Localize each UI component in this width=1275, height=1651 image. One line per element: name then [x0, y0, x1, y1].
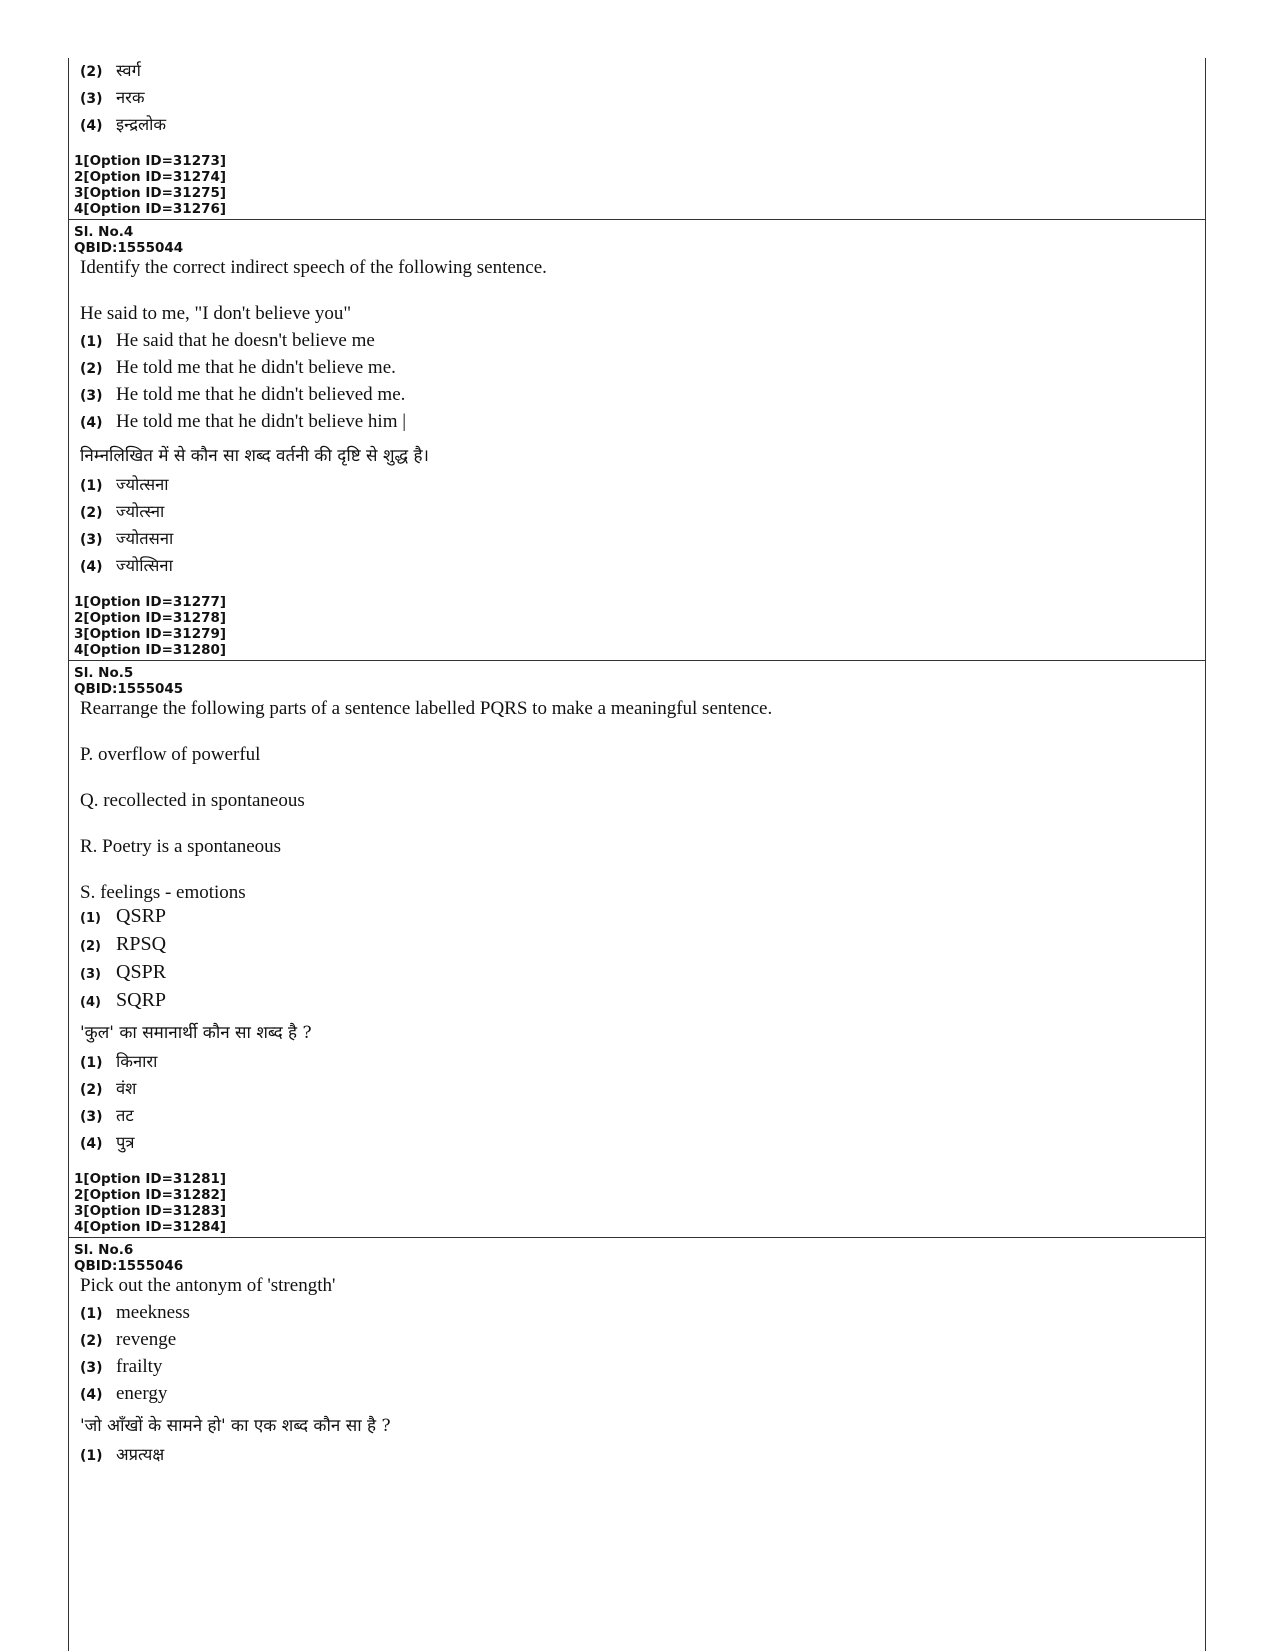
option-item	[80, 472, 1205, 499]
question-block-6	[69, 1238, 1205, 1471]
question-sentence: He said to me, "I don't believe you"	[80, 303, 352, 324]
option-text: पुत्र	[116, 1133, 135, 1152]
option-number: (1)	[80, 1448, 103, 1464]
option-id: 1[Option ID=31281]	[74, 1171, 227, 1187]
option-item	[80, 1130, 1205, 1157]
option-item	[80, 989, 1205, 1017]
hindi-question-text: 'जो आँखों के सामने हो' का एक शब्द कौन सा है ?	[80, 1416, 391, 1436]
option-number: (3)	[80, 532, 103, 548]
hindi-question-text: निम्नलिखित में से कौन सा शब्द वर्तनी की दृष्टि से शुद्ध है।	[80, 446, 429, 466]
option-number: (3)	[80, 1109, 103, 1125]
option-text: तट	[116, 1106, 134, 1125]
option-text: energy	[116, 1383, 168, 1404]
option-text: He told me that he didn't believe him |	[116, 411, 407, 432]
option-number: (4)	[80, 1136, 103, 1152]
option-item	[80, 1356, 1205, 1383]
question-text: Rearrange the following parts of a sentence labelled PQRS to make a meaningful sentence.	[80, 698, 773, 719]
option-number: (2)	[80, 1333, 103, 1349]
option-number: (4)	[80, 118, 103, 134]
option-item	[80, 1329, 1205, 1356]
option-id: 4[Option ID=31280]	[74, 642, 227, 658]
option-id: 4[Option ID=31284]	[74, 1219, 227, 1235]
option-text: किनारा	[116, 1052, 158, 1071]
option-text: ज्योतसना	[116, 529, 174, 548]
option-text: revenge	[116, 1329, 177, 1350]
option-item	[80, 411, 1205, 438]
option-id: 1[Option ID=31277]	[74, 594, 227, 610]
option-text: He told me that he didn't believe me.	[116, 357, 396, 378]
option-item	[80, 961, 1205, 989]
option-item	[80, 58, 1205, 85]
option-item	[80, 905, 1205, 933]
option-text: SQRP	[116, 989, 167, 1011]
option-number: (1)	[80, 911, 101, 926]
question-paper	[68, 58, 1206, 1651]
question-block-5	[69, 661, 1205, 1238]
option-item	[80, 85, 1205, 112]
option-number: (2)	[80, 939, 101, 954]
option-text: वंश	[116, 1079, 137, 1098]
option-number: (3)	[80, 1360, 103, 1376]
option-number: (4)	[80, 415, 103, 431]
option-text: QSRP	[116, 905, 167, 927]
option-number: (3)	[80, 967, 101, 982]
option-item	[80, 330, 1205, 357]
option-text: अप्रत्यक्ष	[116, 1445, 165, 1464]
option-item	[80, 1049, 1205, 1076]
option-id-list	[74, 153, 1205, 217]
option-text: ज्योत्स्ना	[116, 502, 165, 521]
option-text: QSPR	[116, 961, 167, 983]
option-number: (4)	[80, 995, 101, 1010]
option-item	[80, 526, 1205, 553]
option-number: (3)	[80, 91, 103, 107]
option-text: RPSQ	[116, 933, 167, 955]
option-text: frailty	[116, 1356, 163, 1377]
option-id: 3[Option ID=31279]	[74, 626, 227, 642]
option-item	[80, 1383, 1205, 1410]
option-text: He said that he doesn't believe me	[116, 330, 375, 351]
option-item	[80, 1442, 1205, 1469]
option-text: स्वर्ग	[116, 61, 141, 80]
question-block-4	[69, 220, 1205, 661]
option-text: ज्योत्सिना	[116, 556, 173, 575]
option-number: (4)	[80, 559, 103, 575]
hindi-question-text: 'कुल' का समानार्थी कौन सा शब्द है ?	[80, 1023, 312, 1043]
serial-number: Sl. No.6	[74, 1242, 134, 1258]
serial-number: Sl. No.4	[74, 224, 134, 240]
question-block-3-continued	[69, 58, 1205, 220]
qbid: QBID:1555046	[74, 1258, 184, 1274]
option-id: 3[Option ID=31283]	[74, 1203, 227, 1219]
option-id: 3[Option ID=31275]	[74, 185, 227, 201]
question-text: Pick out the antonym of 'strength'	[80, 1275, 336, 1296]
option-id: 4[Option ID=31276]	[74, 201, 227, 217]
option-number: (1)	[80, 1306, 103, 1322]
option-number: (2)	[80, 361, 103, 377]
option-id-list	[74, 1171, 1205, 1235]
option-number: (1)	[80, 334, 103, 350]
option-number: (2)	[80, 1082, 103, 1098]
question-text: Identify the correct indirect speech of the following sentence.	[80, 257, 547, 278]
option-number: (2)	[80, 505, 103, 521]
option-text: meekness	[116, 1302, 190, 1323]
sentence-part: P. overflow of powerful	[80, 744, 261, 765]
option-text: इन्द्रलोक	[116, 115, 167, 134]
option-text: He told me that he didn't believed me.	[116, 384, 406, 405]
option-id: 2[Option ID=31282]	[74, 1187, 227, 1203]
option-number: (1)	[80, 478, 103, 494]
option-id: 1[Option ID=31273]	[74, 153, 227, 169]
option-text: नरक	[116, 88, 145, 107]
serial-number: Sl. No.5	[74, 665, 134, 681]
option-number: (1)	[80, 1055, 103, 1071]
option-id-list	[74, 594, 1205, 658]
option-item	[80, 499, 1205, 526]
option-item	[80, 1302, 1205, 1329]
option-item	[80, 112, 1205, 139]
option-item	[80, 1076, 1205, 1103]
option-id: 2[Option ID=31278]	[74, 610, 227, 626]
sentence-part: Q. recollected in spontaneous	[80, 790, 305, 811]
option-text: ज्योत्सना	[116, 475, 169, 494]
qbid: QBID:1555044	[74, 240, 184, 256]
option-number: (3)	[80, 388, 103, 404]
option-item	[80, 553, 1205, 580]
option-item	[80, 357, 1205, 384]
sentence-part: R. Poetry is a spontaneous	[80, 836, 282, 857]
option-id: 2[Option ID=31274]	[74, 169, 227, 185]
sentence-part: S. feelings - emotions	[80, 882, 246, 903]
option-item	[80, 384, 1205, 411]
qbid: QBID:1555045	[74, 681, 184, 697]
option-number: (2)	[80, 64, 103, 80]
option-item	[80, 933, 1205, 961]
option-number: (4)	[80, 1387, 103, 1403]
option-item	[80, 1103, 1205, 1130]
